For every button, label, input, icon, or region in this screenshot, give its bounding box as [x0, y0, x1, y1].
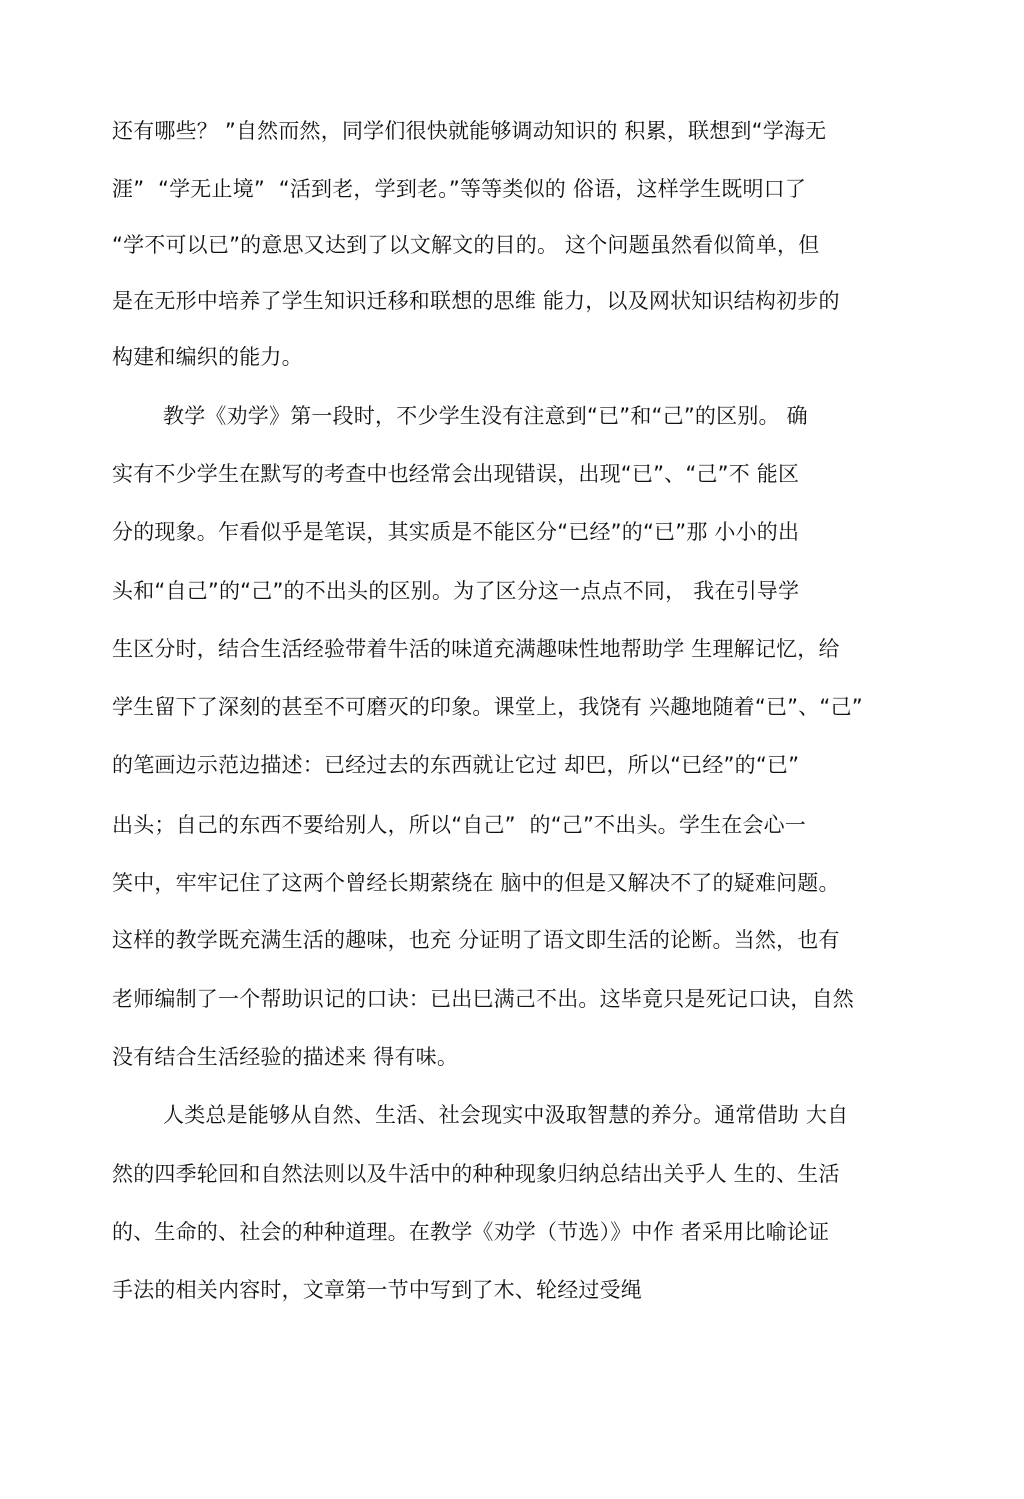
- paragraph-first-line: 教学《劝学》第一段时，不少学生没有注意到“已”和“己”的区别。 确: [163, 404, 808, 428]
- text-line: 学生留下了深刻的甚至不可磨灭的印象。课堂上，我饶有 兴趣地随着“已”、“己”: [112, 695, 863, 719]
- text-line: 生区分时，结合生活经验带着牛活的味道充满趣味性地帮助学 生理解记忆，给: [112, 637, 840, 661]
- text-line: “学不可以已”的意思又达到了以文解文的目的。 这个问题虽然看似简单，但: [112, 233, 820, 257]
- text-line: 的、生命的、社会的种种道理。在教学《劝学（节选）》中作 者采用比喻论证: [112, 1220, 830, 1244]
- text-line: 涯” “学无止境” “活到老，学到老。”等等类似的 俗语，这样学生既明口了: [112, 177, 807, 201]
- text-line: 构建和编织的能力。: [112, 345, 303, 369]
- text-line: 手法的相关内容时，文章第一节中写到了木、轮经过受绳: [112, 1278, 642, 1302]
- text-line: 是在无形中培养了学生知识迁移和联想的思维 能力，以及网状知识结构初步的: [112, 289, 840, 313]
- text-line: 没有结合生活经验的描述来 得有味。: [112, 1045, 459, 1069]
- paragraph-first-line: 人类总是能够从自然、生活、社会现实中汲取智慧的养分。通常借助 大自: [163, 1103, 849, 1127]
- text-line: 头和“自己”的“己”的不出头的区别。为了区分这一点点不同， 我在引导学: [112, 579, 800, 603]
- text-line: 这样的教学既充满生活的趣味，也充 分证明了语文即生活的论断。当然，也有: [112, 928, 840, 952]
- text-line: 的笔画边示范边描述：已经过去的东西就让它过 却巴，所以“已经”的“已”: [112, 753, 800, 777]
- text-line: 分的现象。乍看似乎是笔误，其实质是不能区分“已经”的“已”那 小小的出: [112, 520, 800, 544]
- text-line: 出头；自己的东西不要给别人，所以“自己” 的“己”不出头。学生在会心一: [112, 813, 807, 837]
- text-line: 然的四季轮回和自然法则以及牛活中的种种现象归纳总结出关乎人 生的、生活: [112, 1162, 840, 1186]
- text-line: 还有哪些？ ”自然而然，同学们很快就能够调动知识的 积累，联想到“学海无: [112, 119, 827, 143]
- text-line: 笑中，牢牢记住了这两个曾经长期萦绕在 脑中的但是又解决不了的疑难问题。: [112, 871, 840, 895]
- text-line: 老师编制了一个帮助识记的口诀：已出巳满己不出。这毕竟只是死记口诀，自然: [112, 987, 854, 1011]
- text-line: 实有不少学生在默写的考查中也经常会出现错误，出现“已”、“己”不 能区: [112, 462, 800, 486]
